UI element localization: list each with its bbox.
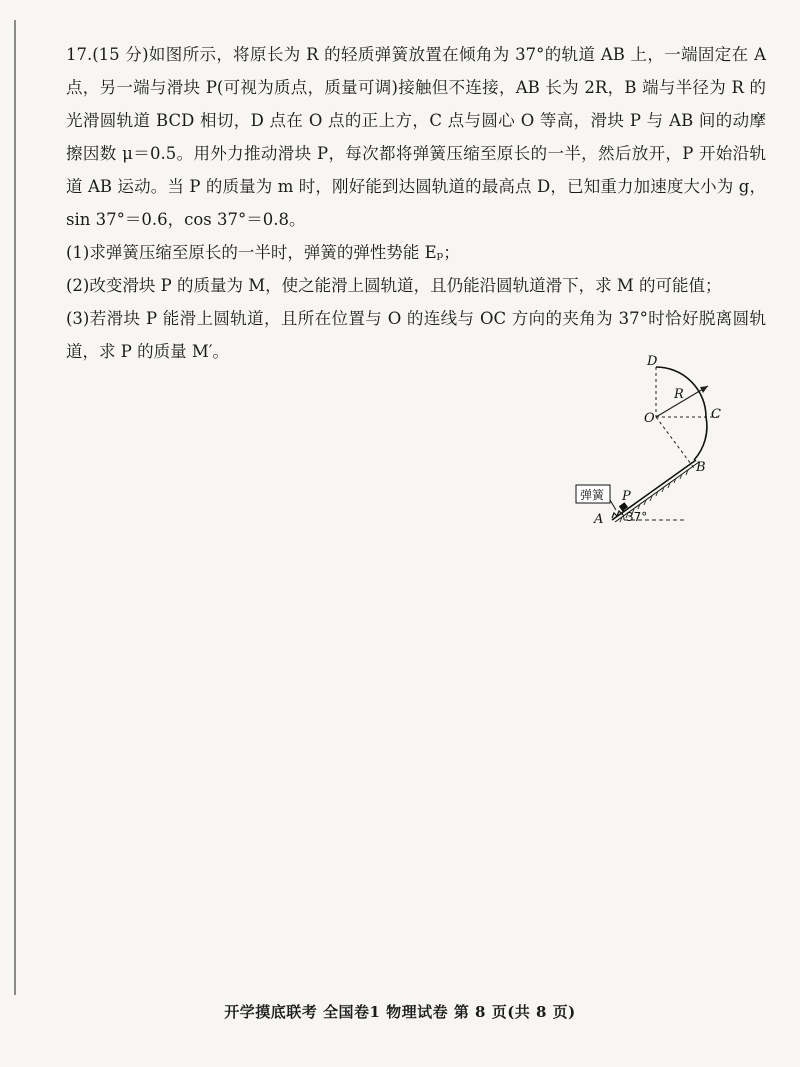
question-stem: 17.(15 分)如图所示，将原长为 R 的轻质弹簧放置在倾角为 37°的轨道 AB 上，一端固定在 A 点，另一端与滑块 P(可视为质点，质量可调)接触但不连接，AB 长为 2R，B 端与半径为 R 的光滑圆轨道 BCD 相切，D 点在 O 点的正上方，C 点与圆心 O 等高，滑块 P 与 AB 间的动摩擦因数 μ＝0.5。用外力推动滑块 P，每次都将弹簧压缩至原长的一半，然后放开，P 开始沿轨道 AB 运动。当 P 的质量为 m 时，刚好能到达圆轨道的最高点 D，已知重力加速度大小为 g，sin 37°＝0.6，cos 37°＝0.8。 [66, 45, 766, 229]
label-p: P [622, 489, 631, 504]
page-footer: 开学摸底联考 全国卷1 物理试卷 第 8 页(共 8 页) [224, 1003, 576, 1021]
label-o: O [644, 411, 655, 426]
label-spring: 弹簧 [580, 488, 605, 502]
spring-label-pointer [610, 500, 616, 510]
circular-track [656, 367, 707, 460]
label-r: R [674, 387, 684, 402]
question-part-1: (1)求弹簧压缩至原长的一半时，弹簧的弹性势能 Eₚ； [66, 243, 460, 262]
question-part-3: (3)若滑块 P 能滑上圆轨道，且所在位置与 O 的连线与 OC 方向的夹角为 37°时恰好脱离圆轨道，求 P 的质量 M′。 [66, 309, 766, 361]
question-17 [66, 38, 766, 368]
line-ob [656, 417, 694, 468]
label-d: D [647, 354, 658, 369]
question-part-2: (2)改变滑块 P 的质量为 M，使之能滑上圆轨道，且仍能沿圆轨道滑下，求 M 的可能值； [66, 276, 722, 295]
track-diagram-svg [560, 350, 770, 540]
margin-line [14, 20, 16, 995]
label-a: A [594, 512, 604, 527]
label-b: B [696, 460, 706, 475]
label-angle: 37° [626, 510, 648, 524]
label-c: C [711, 407, 721, 422]
track-diagram [560, 350, 770, 540]
